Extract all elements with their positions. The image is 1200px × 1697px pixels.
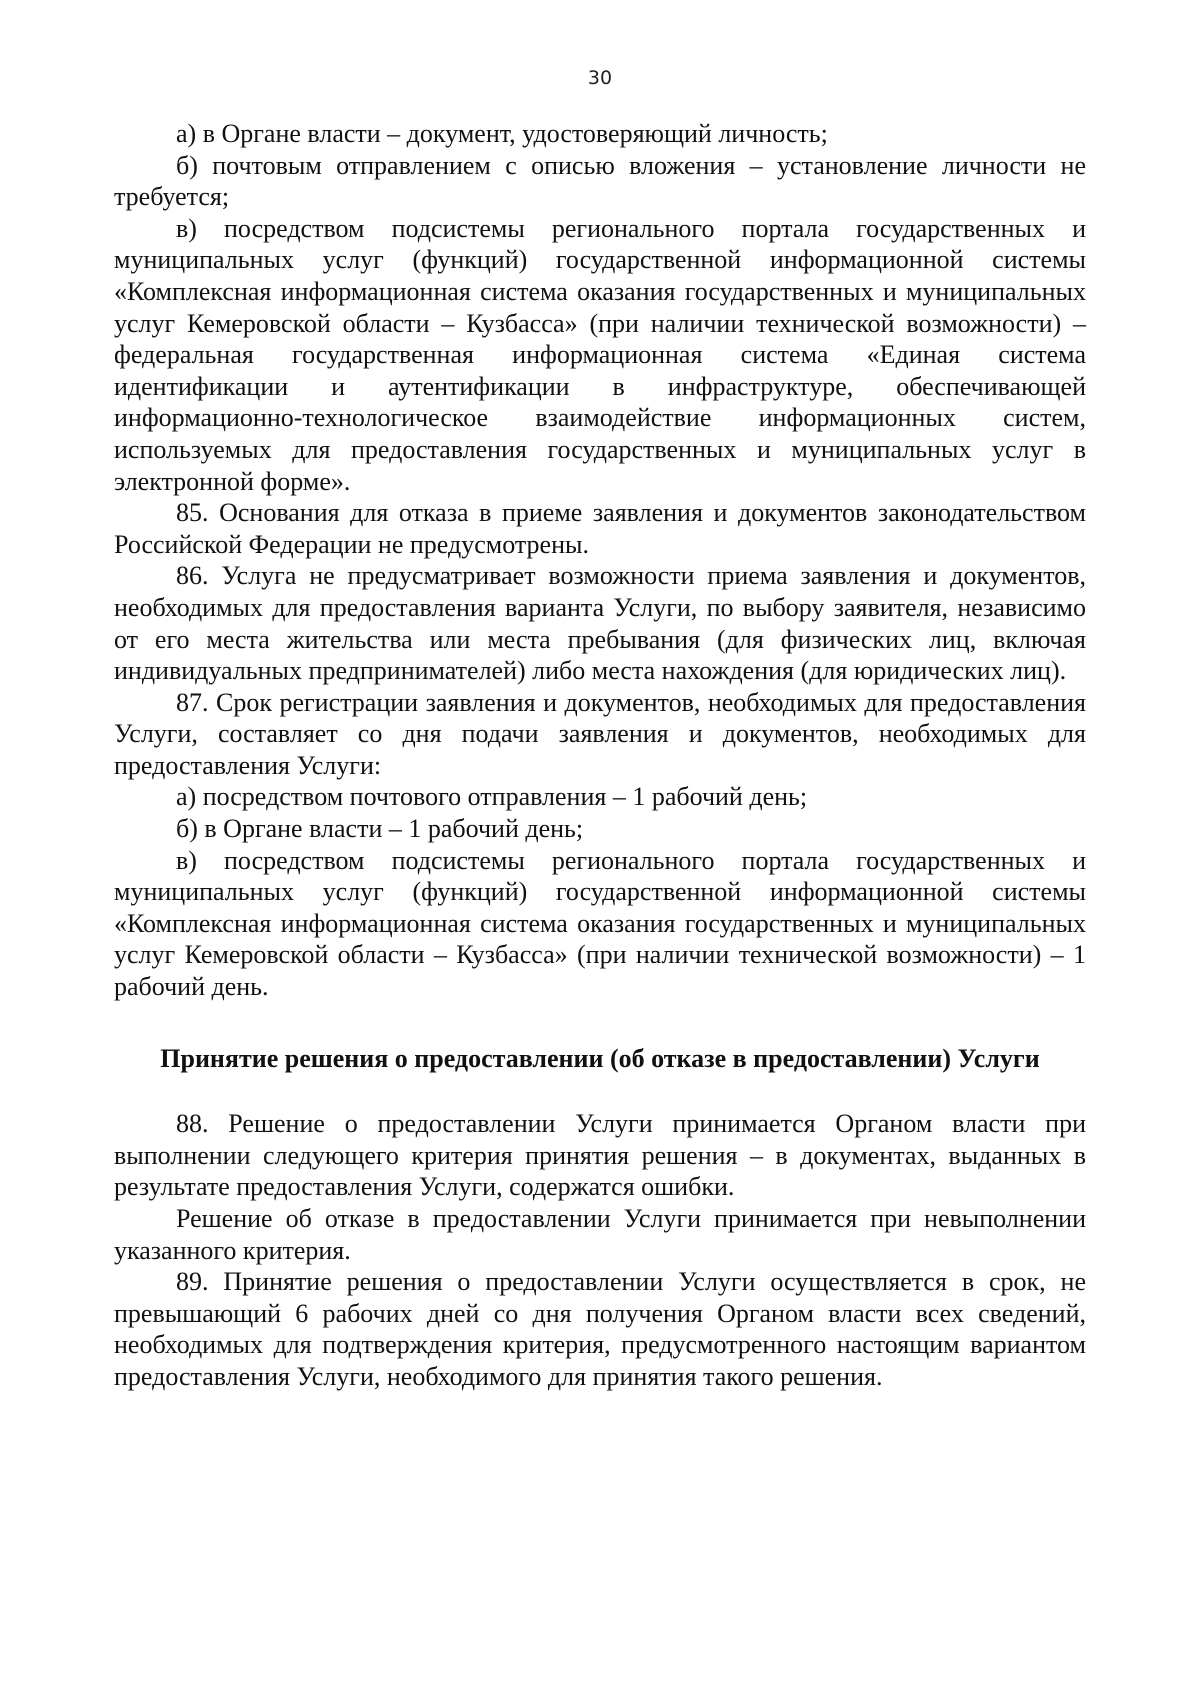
- section-heading: Принятие решения о предоставлении (об отказе в предоставлении) Услуги: [160, 1043, 1040, 1073]
- paragraph-item-b-by-mail: б) почтовым отправлением с описью вложения – установление личности не требуется;: [114, 150, 1086, 212]
- paragraph-87: 87. Срок регистрации заявления и документов, необходимых для предоставления Услуги, составляет со дня подачи заявления и документов, необходимых для предоставления Услуги:: [114, 687, 1086, 780]
- paragraph-item-v-portal: в) посредством подсистемы регионального портала государственных и муниципальных услуг (функций) государственной информационной системы «Комплексная информационная система оказания государственных и муниципальных услуг Кемеровской области – Кузбасса» (при наличии технической возможности) – федеральная государственная информационная система «Единая система идентификации и аутентификации в инфраструктуре, обеспечивающей информационно-технологическое взаимодействие информационных систем, используемых для предоставления государственных и муниципальных услуг в электронной форме».: [114, 213, 1086, 496]
- paragraph-85: 85. Основания для отказа в приеме заявления и документов законодательством Российской Федерации не предусмотрены.: [114, 498, 1086, 559]
- paragraph-87-item-b: б) в Органе власти – 1 рабочий день;: [176, 814, 584, 844]
- document-body: [114, 118, 1086, 1393]
- paragraph-item-a-in-person: а) в Органе власти – документ, удостоверяющий личность;: [176, 119, 828, 148]
- paragraph-89: 89. Принятие решения о предоставлении Услуги осуществляется в срок, не превышающий 6 рабочих дней со дня получения Органом власти всех сведений, необходимых для подтверждения критерия, предусмотренного настоящим вариантом предоставления Услуги, необходимого для принятия такого решения.: [114, 1267, 1086, 1391]
- paragraph-87-item-a: а) посредством почтового отправления – 1 рабочий день;: [176, 782, 808, 812]
- paragraph-refusal-decision: Решение об отказе в предоставлении Услуги принимается при невыполнении указанного критерия.: [114, 1204, 1086, 1265]
- page-number: 30: [587, 67, 613, 89]
- paragraph-87-item-v: в) посредством подсистемы регионального портала государственных и муниципальных услуг (функций) государственной информационной системы «Комплексная информационная система оказания государственных и муниципальных услуг Кемеровской области – Кузбасса» (при наличии технической возможности) – 1 рабочий день.: [114, 845, 1086, 1002]
- paragraph-88: 88. Решение о предоставлении Услуги принимается Органом власти при выполнении следующего критерия принятия решения – в документах, выданных в результате предоставления Услуги, содержатся ошибки.: [114, 1109, 1086, 1202]
- paragraph-86: 86. Услуга не предусматривает возможности приема заявления и документов, необходимых для предоставления варианта Услуги, по выбору заявителя, независимо от его места жительства или места пребывания (для физических лиц, включая индивидуальных предпринимателей) либо места нахождения (для юридических лиц).: [114, 561, 1086, 686]
